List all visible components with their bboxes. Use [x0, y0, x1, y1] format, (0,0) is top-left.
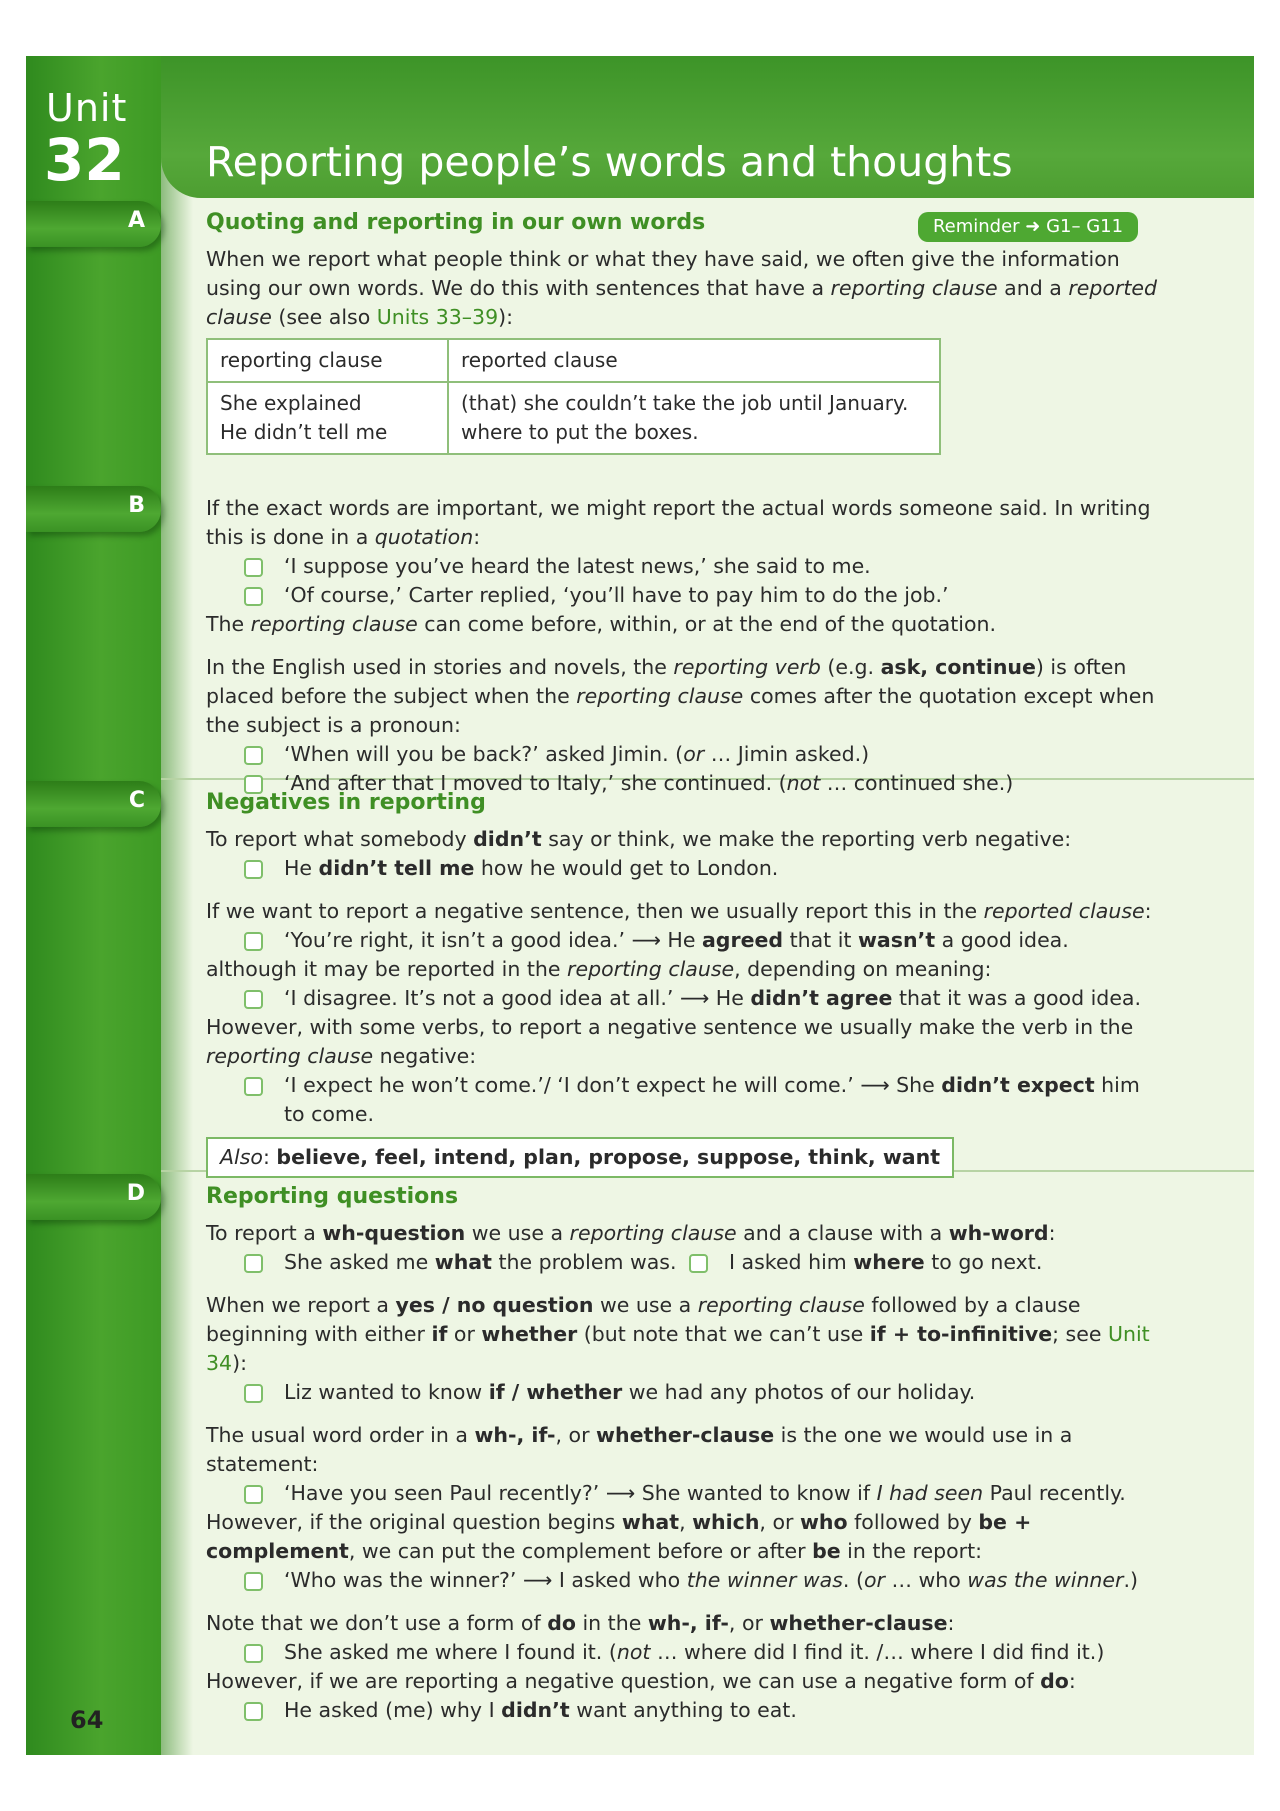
- example: He asked (me) why I didn’t want anything to eat.: [206, 1696, 1158, 1725]
- example: ‘I disagree. It’s not a good idea at all.’ ⟶ He didn’t agree that it was a good idea.: [206, 984, 1158, 1013]
- checkbox-icon[interactable]: [244, 1384, 263, 1403]
- section-a: [206, 208, 1158, 455]
- section-a-heading: Quoting and reporting in our own words: [206, 210, 706, 235]
- units-link[interactable]: Units 33–39: [376, 305, 499, 329]
- paragraph: The reporting clause can come before, within, or at the end of the quotation.: [206, 612, 997, 636]
- example: ‘When will you be back?’ asked Jimin. (or … Jimin asked.): [206, 740, 1158, 769]
- paragraph: When we report a yes / no question we use a reporting clause followed by a clause beginning with either if or whether (but note that we can’t use if + to-infinitive; see Unit 34):: [206, 1293, 1150, 1375]
- example: ‘I suppose you’ve heard the latest news,’ she said to me.: [206, 552, 1158, 581]
- paragraph: If the exact words are important, we might report the actual words someone said. In writing this is done in a quotation:: [206, 496, 1151, 549]
- page-title: Reporting people’s words and thoughts: [206, 138, 1013, 186]
- checkbox-icon[interactable]: [244, 932, 263, 951]
- table-cell: (that) she couldn’t take the job until January. where to put the boxes.: [448, 382, 940, 454]
- paragraph: To report what somebody didn’t say or think, we make the reporting verb negative:: [206, 827, 1072, 851]
- section-tab-b: B: [26, 486, 161, 532]
- paragraph: To report a wh-question we use a reporting clause and a clause with a wh-word:: [206, 1221, 1056, 1245]
- section-c: [206, 788, 1158, 1178]
- paragraph: Note that we don’t use a form of do in the wh-, if-, or whether-clause:: [206, 1611, 955, 1635]
- checkbox-icon[interactable]: [689, 1254, 708, 1273]
- checkbox-icon[interactable]: [244, 1077, 263, 1096]
- example: She asked me what the problem was.: [206, 1248, 676, 1277]
- section-tab-a: A: [26, 201, 161, 247]
- sidebar-shade: [161, 56, 193, 1755]
- checkbox-icon[interactable]: [244, 1644, 263, 1663]
- example: ‘And after that I moved to Italy,’ she continued. (not … continued she.): [206, 769, 1158, 798]
- paragraph: although it may be reported in the reporting clause, depending on meaning:: [206, 957, 992, 981]
- checkbox-icon[interactable]: [244, 1485, 263, 1504]
- checkbox-icon[interactable]: [244, 1254, 263, 1273]
- example: He didn’t tell me how he would get to London.: [206, 854, 1158, 883]
- unit-label: Unit: [46, 86, 128, 130]
- section-c-heading: Negatives in reporting: [206, 790, 486, 815]
- page: [26, 56, 1254, 1755]
- checkbox-icon[interactable]: [244, 587, 263, 606]
- example: ‘Who was the winner?’ ⟶ I asked who the winner was. (or … who was the winner.): [206, 1566, 1158, 1595]
- reporting-table: [206, 338, 941, 455]
- example: ‘Of course,’ Carter replied, ‘you’ll have to pay him to do the job.’: [206, 581, 1158, 610]
- paragraph: The usual word order in a wh-, if-, or whether-clause is the one we would use in a statement:: [206, 1423, 1073, 1476]
- paragraph: However, if we are reporting a negative question, we can use a negative form of do:: [206, 1669, 1076, 1693]
- paragraph: If we want to report a negative sentence, then we usually report this in the reported clause:: [206, 899, 1152, 923]
- checkbox-icon[interactable]: [244, 1702, 263, 1721]
- also-verbs-box: Also: believe, feel, intend, plan, propose, suppose, think, want: [206, 1137, 954, 1178]
- table-header-cell: reporting clause: [207, 339, 448, 382]
- example-row: [206, 1248, 1158, 1277]
- table-header-cell: reported clause: [448, 339, 940, 382]
- sidebar: [26, 56, 161, 1755]
- checkbox-icon[interactable]: [244, 990, 263, 1009]
- paragraph: However, if the original question begins what, which, or who followed by be + complement, we can put the complement before or after be in the report:: [206, 1510, 1032, 1563]
- example: Liz wanted to know if / whether we had any photos of our holiday.: [206, 1378, 1158, 1407]
- unit-number: 32: [44, 126, 125, 194]
- page-number: 64: [70, 1706, 104, 1734]
- section-d-heading: Reporting questions: [206, 1184, 459, 1209]
- checkbox-icon[interactable]: [244, 1572, 263, 1591]
- section-d: [206, 1182, 1158, 1725]
- table-cell: She explained He didn’t tell me: [207, 382, 448, 454]
- section-tab-d: D: [26, 1174, 161, 1220]
- section-tab-c: C: [26, 781, 161, 827]
- example: I asked him where to go next.: [651, 1248, 1042, 1277]
- paragraph: In the English used in stories and novels, the reporting verb (e.g. ask, continue) is often placed before the subject when the reporting clause comes after the quotation except when the subject is a pronoun:: [206, 655, 1155, 737]
- checkbox-icon[interactable]: [244, 746, 263, 765]
- example: ‘I expect he won’t come.’/ ‘I don’t expect he will come.’ ⟶ She didn’t expect him to come.: [206, 1071, 1158, 1129]
- unit-link[interactable]: Unit 34: [206, 1322, 1150, 1375]
- example: She asked me where I found it. (not … where did I find it. /… where I did find it.): [206, 1638, 1158, 1667]
- checkbox-icon[interactable]: [244, 558, 263, 577]
- reminder-badge[interactable]: Reminder ➜ G1– G11: [918, 212, 1138, 242]
- section-a-intro: When we report what people think or what they have said, we often give the information using our own words. We do this with sentences that have a reporting clause and a reported clause (see also Units 33–39):: [206, 247, 1158, 329]
- checkbox-icon[interactable]: [244, 860, 263, 879]
- example: ‘You’re right, it isn’t a good idea.’ ⟶ He agreed that it wasn’t a good idea.: [206, 926, 1158, 955]
- example: ‘Have you seen Paul recently?’ ⟶ She wanted to know if I had seen Paul recently.: [206, 1479, 1158, 1508]
- section-b: [206, 494, 1158, 798]
- paragraph: However, with some verbs, to report a negative sentence we usually make the verb in the reporting clause negative:: [206, 1015, 1134, 1068]
